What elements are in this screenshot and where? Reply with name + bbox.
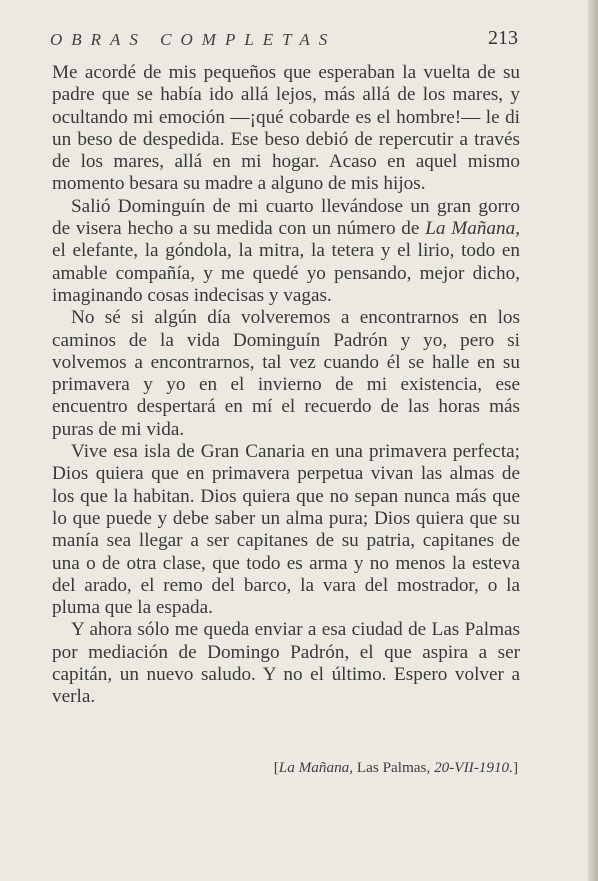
page-edge-shadow <box>588 0 598 881</box>
paragraph-3: No sé si algún día volveremos a encontrarnos en los caminos de la vida Dominguín Padrón y yo, pero si volvemos a encontrarnos, tal vez cuando él se halle en su primavera y yo en el invierno de mi existencia, ese encuentro despertará en mí el recuerdo de las horas más puras de mi vida. <box>52 307 520 440</box>
running-head: OBRAS COMPLETAS <box>50 30 337 49</box>
page-number: 213 <box>488 27 518 49</box>
citation-newspaper: La Mañana, <box>278 759 354 776</box>
paragraph-5: Y ahora sólo me queda enviar a esa ciudad de Las Palmas por mediación de Domingo Padrón, el que aspira a ser capitán, un nuevo saludo. Y no el último. Espero volver a verla. <box>52 619 520 708</box>
newspaper-title: La Mañana <box>425 218 516 240</box>
paragraph-4: Vive esa isla de Gran Canaria en una primavera perfecta; Dios quiera que en primavera perpetua vivan las almas de los que la habitan. Dios quiera que no sepan nunca más que lo que puede y debe saber un alma pura; Dios quiera que su manía sea llegar a ser capitanes de su patria, capitanes de una o de otra clase, que todo es arma y no menos la esteva del arado, el remo del barco, la vara del mostrador, o la pluma que la espada. <box>52 441 520 619</box>
paragraph-1: Me acordé de mis pequeños que esperaban la vuelta de su padre que se había ido allá lejos, más allá de los mares, y ocultando mi emoción —¡qué cobarde es el hombre!— le di un beso de despedida. Ese beso debió de repercutir a través de los mares, allá en mi hogar. Acaso en aquel mismo momento besara su madre a alguno de mis hijos. <box>52 62 520 195</box>
source-citation <box>205 759 518 777</box>
paragraph-2 <box>52 196 520 307</box>
citation-place: Las Palmas, <box>353 759 435 776</box>
citation-open-bracket: [ <box>273 759 279 776</box>
citation-close-bracket: ] <box>512 759 518 776</box>
citation-date: 20-VII-1910. <box>434 759 513 776</box>
page-header <box>50 27 518 54</box>
body-text <box>52 62 520 709</box>
paragraph-2-text: Salió Dominguín de mi cuarto llevándose un gran gorro de visera hecho a su medida con un número de La Mañana, el elefante, la góndola, la mitra, la tetera y el lirio, todo en amable compañía, y me quedé yo pensando, mejor dicho, imaginando cosas indecisas y vagas. <box>52 195 520 306</box>
